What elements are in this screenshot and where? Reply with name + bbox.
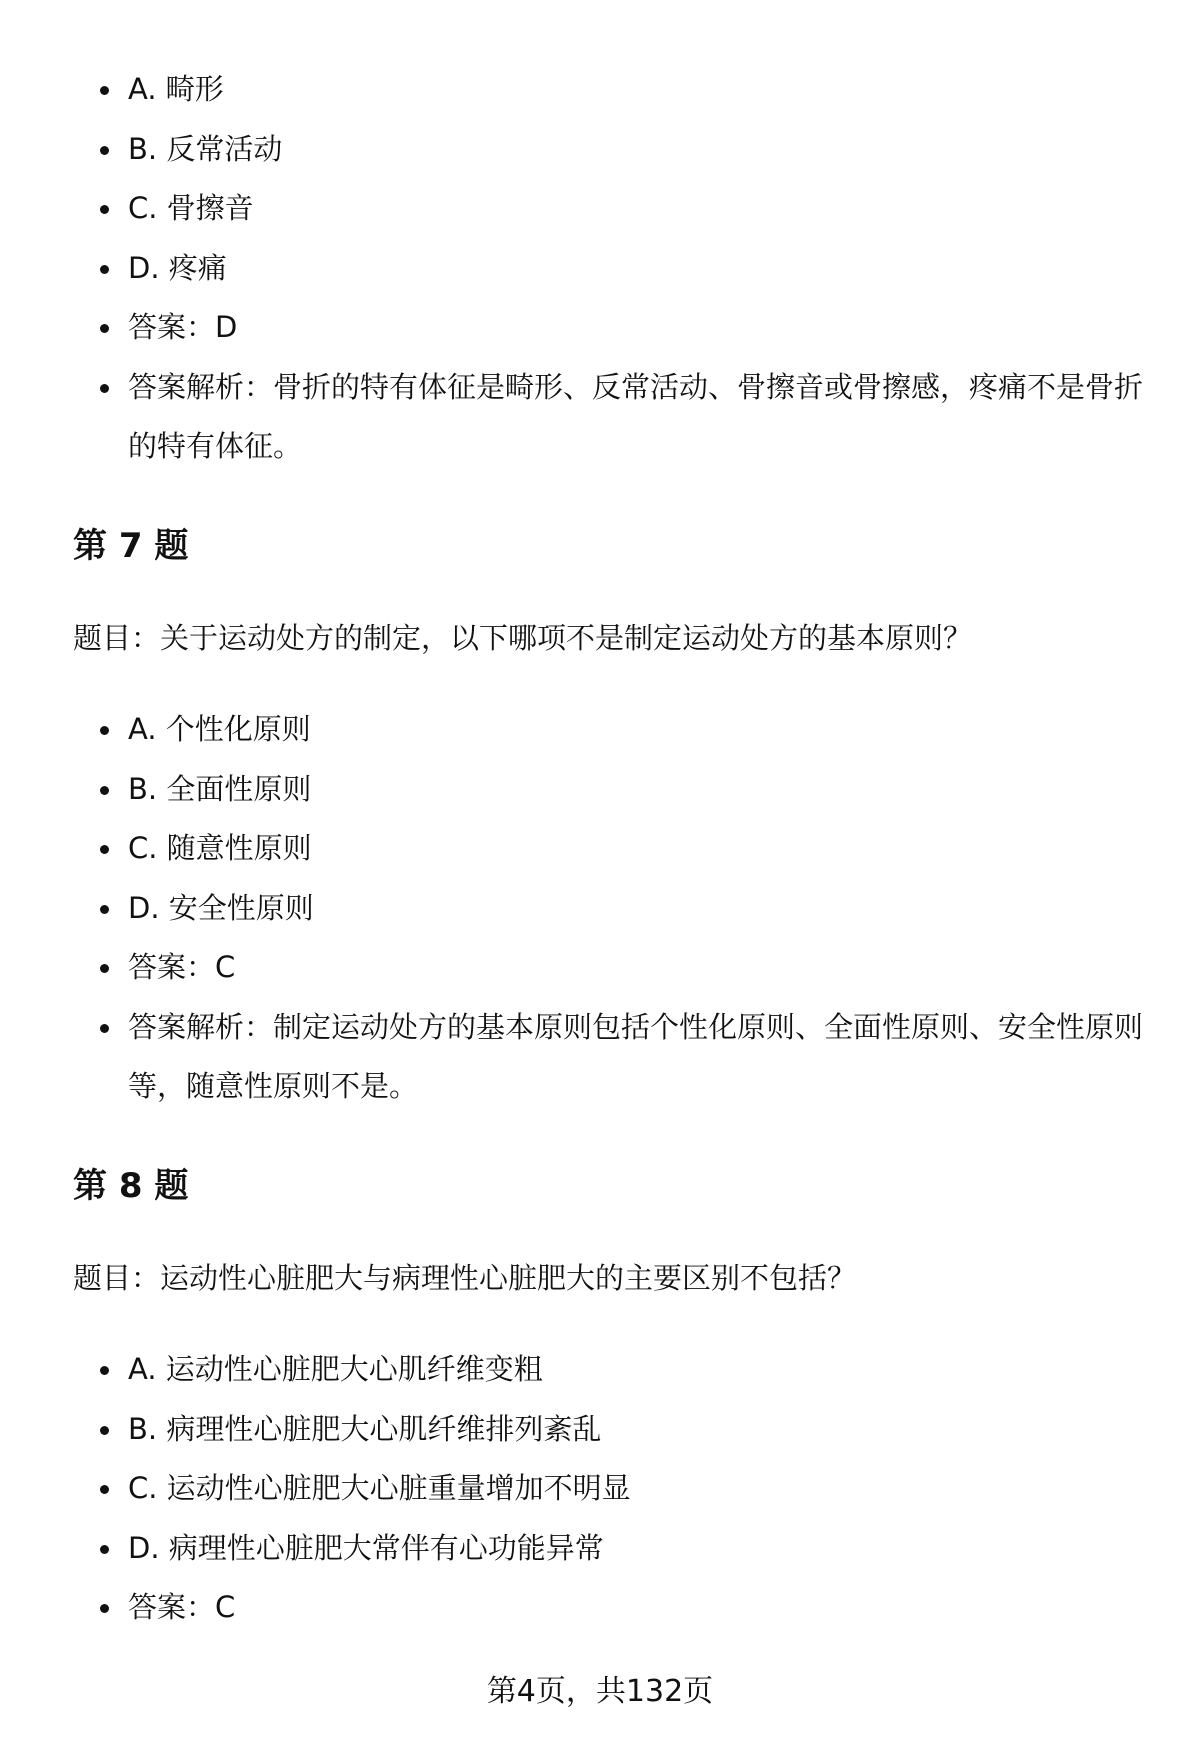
option-b: B. 病理性心脏肥大心肌纤维排列紊乱: [73, 1400, 1143, 1460]
option-c: C. 运动性心脏肥大心脏重量增加不明显: [73, 1459, 1143, 1519]
option-a: A. 畸形: [73, 60, 1143, 120]
option-a: A. 个性化原则: [73, 700, 1143, 760]
option-list: [73, 1340, 1143, 1638]
option-d: D. 安全性原则: [73, 879, 1143, 939]
answer-analysis: 答案解析：制定运动处方的基本原则包括个性化原则、全面性原则、安全性原则等，随意性原则不是。: [73, 998, 1143, 1117]
question-stem: 题目：运动性心脏肥大与病理性心脏肥大的主要区别不包括？: [73, 1260, 857, 1295]
option-c: C. 骨擦音: [73, 179, 1143, 239]
option-c: C. 随意性原则: [73, 819, 1143, 879]
question-stem: 题目：关于运动处方的制定，以下哪项不是制定运动处方的基本原则？: [73, 620, 973, 655]
answer: 答案：C: [73, 1578, 1143, 1638]
option-d: D. 疼痛: [73, 239, 1143, 299]
option-b: B. 全面性原则: [73, 760, 1143, 820]
question-heading: 第 7 题: [73, 525, 189, 566]
option-list: [73, 700, 1143, 1117]
page-number: 第4页，共132页: [486, 1674, 714, 1709]
question-heading: 第 8 题: [73, 1165, 189, 1206]
prev-question-list: [73, 60, 1143, 477]
question-8: [73, 1145, 1143, 1638]
answer-analysis: 答案解析：骨折的特有体征是畸形、反常活动、骨擦音或骨擦感，疼痛不是骨折的特有体征。: [73, 358, 1143, 477]
answer: 答案：C: [73, 938, 1143, 998]
question-7: [73, 505, 1143, 1117]
document-page: [73, 60, 1143, 1638]
option-a: A. 运动性心脏肥大心肌纤维变粗: [73, 1340, 1143, 1400]
answer: 答案：D: [73, 298, 1143, 358]
option-b: B. 反常活动: [73, 120, 1143, 180]
option-d: D. 病理性心脏肥大常伴有心功能异常: [73, 1519, 1143, 1579]
